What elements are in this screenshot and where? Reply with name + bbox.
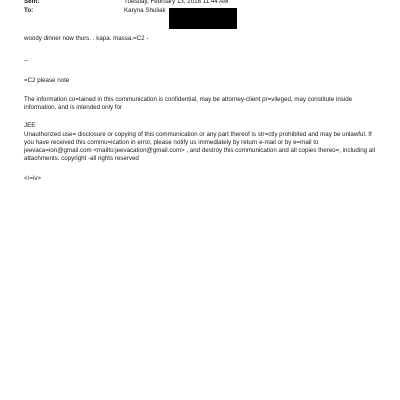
to-label: To:	[24, 7, 34, 14]
redaction-box	[169, 8, 237, 29]
to-row	[24, 7, 166, 15]
sent-value: Tuesday, February 13, 2018 11:44 AM	[124, 0, 229, 5]
disclaimer-paragraph: Unauthorized use= disclosure or copying of this communication or any part thereof is str=ctly prohibited and may be unlawful. If you have received this commu=ication in error, please notify us immediately by return e-mail or by e=mail to jeevaca=ion@gmail.com <mailto:jeevacation@gmail.com> , and destroy this communication and all copies thereo=, including all attachments. copyright -all rights reserved	[24, 131, 375, 162]
sent-label: Sent:	[24, 0, 40, 5]
message-line-1: woody dinner now thurs. . kapa. massa.=C2 -	[24, 35, 149, 42]
message-line-2: =C2 please note	[24, 77, 70, 84]
closing-tag: </=iv>	[24, 175, 42, 182]
signature-separator: --	[24, 57, 29, 64]
to-value: Karyna Shuliak	[124, 7, 166, 14]
jee-label: JEE	[24, 122, 36, 129]
sent-row	[24, 0, 228, 6]
confidentiality-notice: The information co=tained in this communication is confidential, may be attorney-client pr=vileged, may constitute inside information, and is intended only for	[24, 96, 353, 111]
